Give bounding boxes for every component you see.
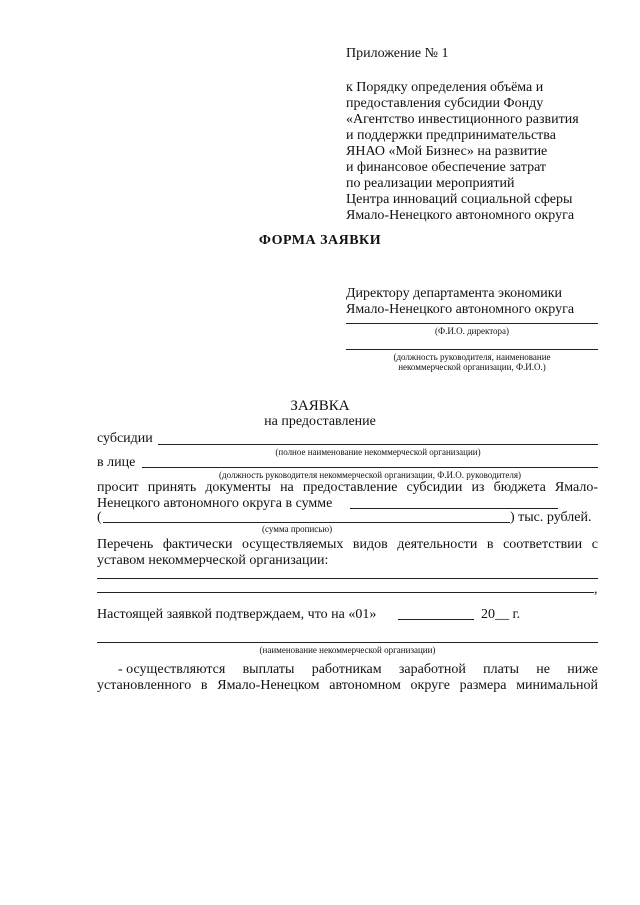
word: размера: [459, 678, 507, 693]
word: осуществляемых: [241, 537, 344, 552]
appendix-line: и финансовое обеспечение затрат: [346, 160, 547, 175]
word: принять: [147, 480, 197, 495]
request-line-1: [97, 480, 598, 496]
applicant-caption-1: (должность руководителя, наименование: [393, 352, 551, 362]
organization-caption: (полное наименование некоммерческой организации): [275, 447, 481, 457]
amount-caption: (сумма прописью): [262, 524, 333, 534]
line-end-comma: ,: [594, 582, 598, 597]
word: минимальной: [516, 678, 598, 693]
request-line-2: Ненецкого автономного округа в сумме: [97, 496, 333, 511]
word: работникам: [311, 662, 382, 677]
word: предоставление: [302, 480, 398, 495]
appendix-line: предоставления субсидии Фонду: [346, 96, 544, 111]
word: в: [486, 537, 494, 552]
activities-blank-line[interactable]: [97, 592, 594, 593]
appendix-line: по реализации мероприятий: [346, 176, 515, 191]
appendix-line: и поддержки предпринимательства: [346, 128, 556, 143]
organization-name-line[interactable]: [158, 444, 598, 445]
amount-close: ) тыс. рублей.: [510, 510, 592, 525]
word: видов: [352, 537, 388, 552]
appendix-reference: [346, 80, 616, 224]
word: платы: [483, 662, 520, 677]
director-name-line[interactable]: [346, 323, 598, 324]
word: Ямало-Ненецком: [217, 678, 320, 693]
addressee-line: Директору департамента экономики: [346, 286, 563, 301]
word: - осуществляются: [118, 662, 226, 677]
applicant-line[interactable]: [346, 349, 598, 350]
word: не: [536, 662, 550, 677]
word: Перечень: [97, 537, 154, 552]
word: ниже: [567, 662, 598, 677]
word: округе: [410, 678, 450, 693]
word: просит: [97, 480, 139, 495]
appendix-line: Ямало-Ненецкого автономного округа: [346, 208, 575, 223]
word: выплаты: [242, 662, 295, 677]
word: на: [280, 480, 294, 495]
application-title: ЗАЯВКА: [290, 398, 350, 414]
form-title: ФОРМА ЗАЯВКИ: [258, 233, 382, 248]
confirm-date-line[interactable]: [398, 619, 474, 620]
word: заработной: [398, 662, 466, 677]
person-label: в лице: [97, 455, 136, 470]
addressee-block: [346, 286, 616, 318]
appendix-title: Приложение № 1: [346, 46, 449, 61]
addressee-line: Ямало-Ненецкого автономного округа: [346, 302, 575, 317]
word: фактически: [162, 537, 233, 552]
appendix-line: «Агентство инвестиционного развития: [346, 112, 579, 127]
organization-name-blank-line[interactable]: [97, 642, 598, 643]
person-caption: (должность руководителя некоммерческой организации, Ф.И.О. руководителя): [219, 470, 521, 480]
appendix-line: к Порядку определения объёма и: [346, 80, 544, 95]
activities-blank-line[interactable]: [97, 578, 598, 579]
director-caption: (Ф.И.О. директора): [434, 326, 510, 336]
word: бюджета: [493, 480, 546, 495]
amount-digits-line[interactable]: [350, 508, 558, 509]
word: документы: [205, 480, 271, 495]
word: Ямало-: [554, 480, 598, 495]
subsidy-label: субсидии: [97, 431, 153, 446]
confirm-year: 20__ г.: [481, 607, 521, 622]
activities-line-1: [97, 537, 598, 553]
director-position-line[interactable]: [142, 467, 598, 468]
payments-line-2: [97, 678, 598, 694]
amount-open-paren: (: [97, 510, 102, 525]
organization-name-caption: (наименование некоммерческой организации): [259, 645, 436, 655]
appendix-line: Центра инноваций социальной сферы: [346, 192, 573, 207]
appendix-line: ЯНАО «Мой Бизнес» на развитие: [346, 144, 548, 159]
word: автономном: [329, 678, 401, 693]
word: установленного: [97, 678, 192, 693]
word: субсидии: [406, 480, 463, 495]
activities-line-2: уставом некоммерческой организации:: [97, 553, 329, 568]
confirm-text: Настоящей заявкой подтверждаем, что на «01»: [97, 607, 377, 622]
applicant-caption-2: некоммерческой организации, Ф.И.О.): [398, 362, 546, 372]
word: из: [471, 480, 485, 495]
word: соответствии: [503, 537, 583, 552]
amount-words-line[interactable]: [103, 522, 510, 523]
word: с: [591, 537, 598, 552]
word: деятельности: [397, 537, 478, 552]
payments-line-1: [118, 662, 598, 678]
application-subtitle: на предоставление: [264, 414, 376, 429]
word: в: [200, 678, 208, 693]
